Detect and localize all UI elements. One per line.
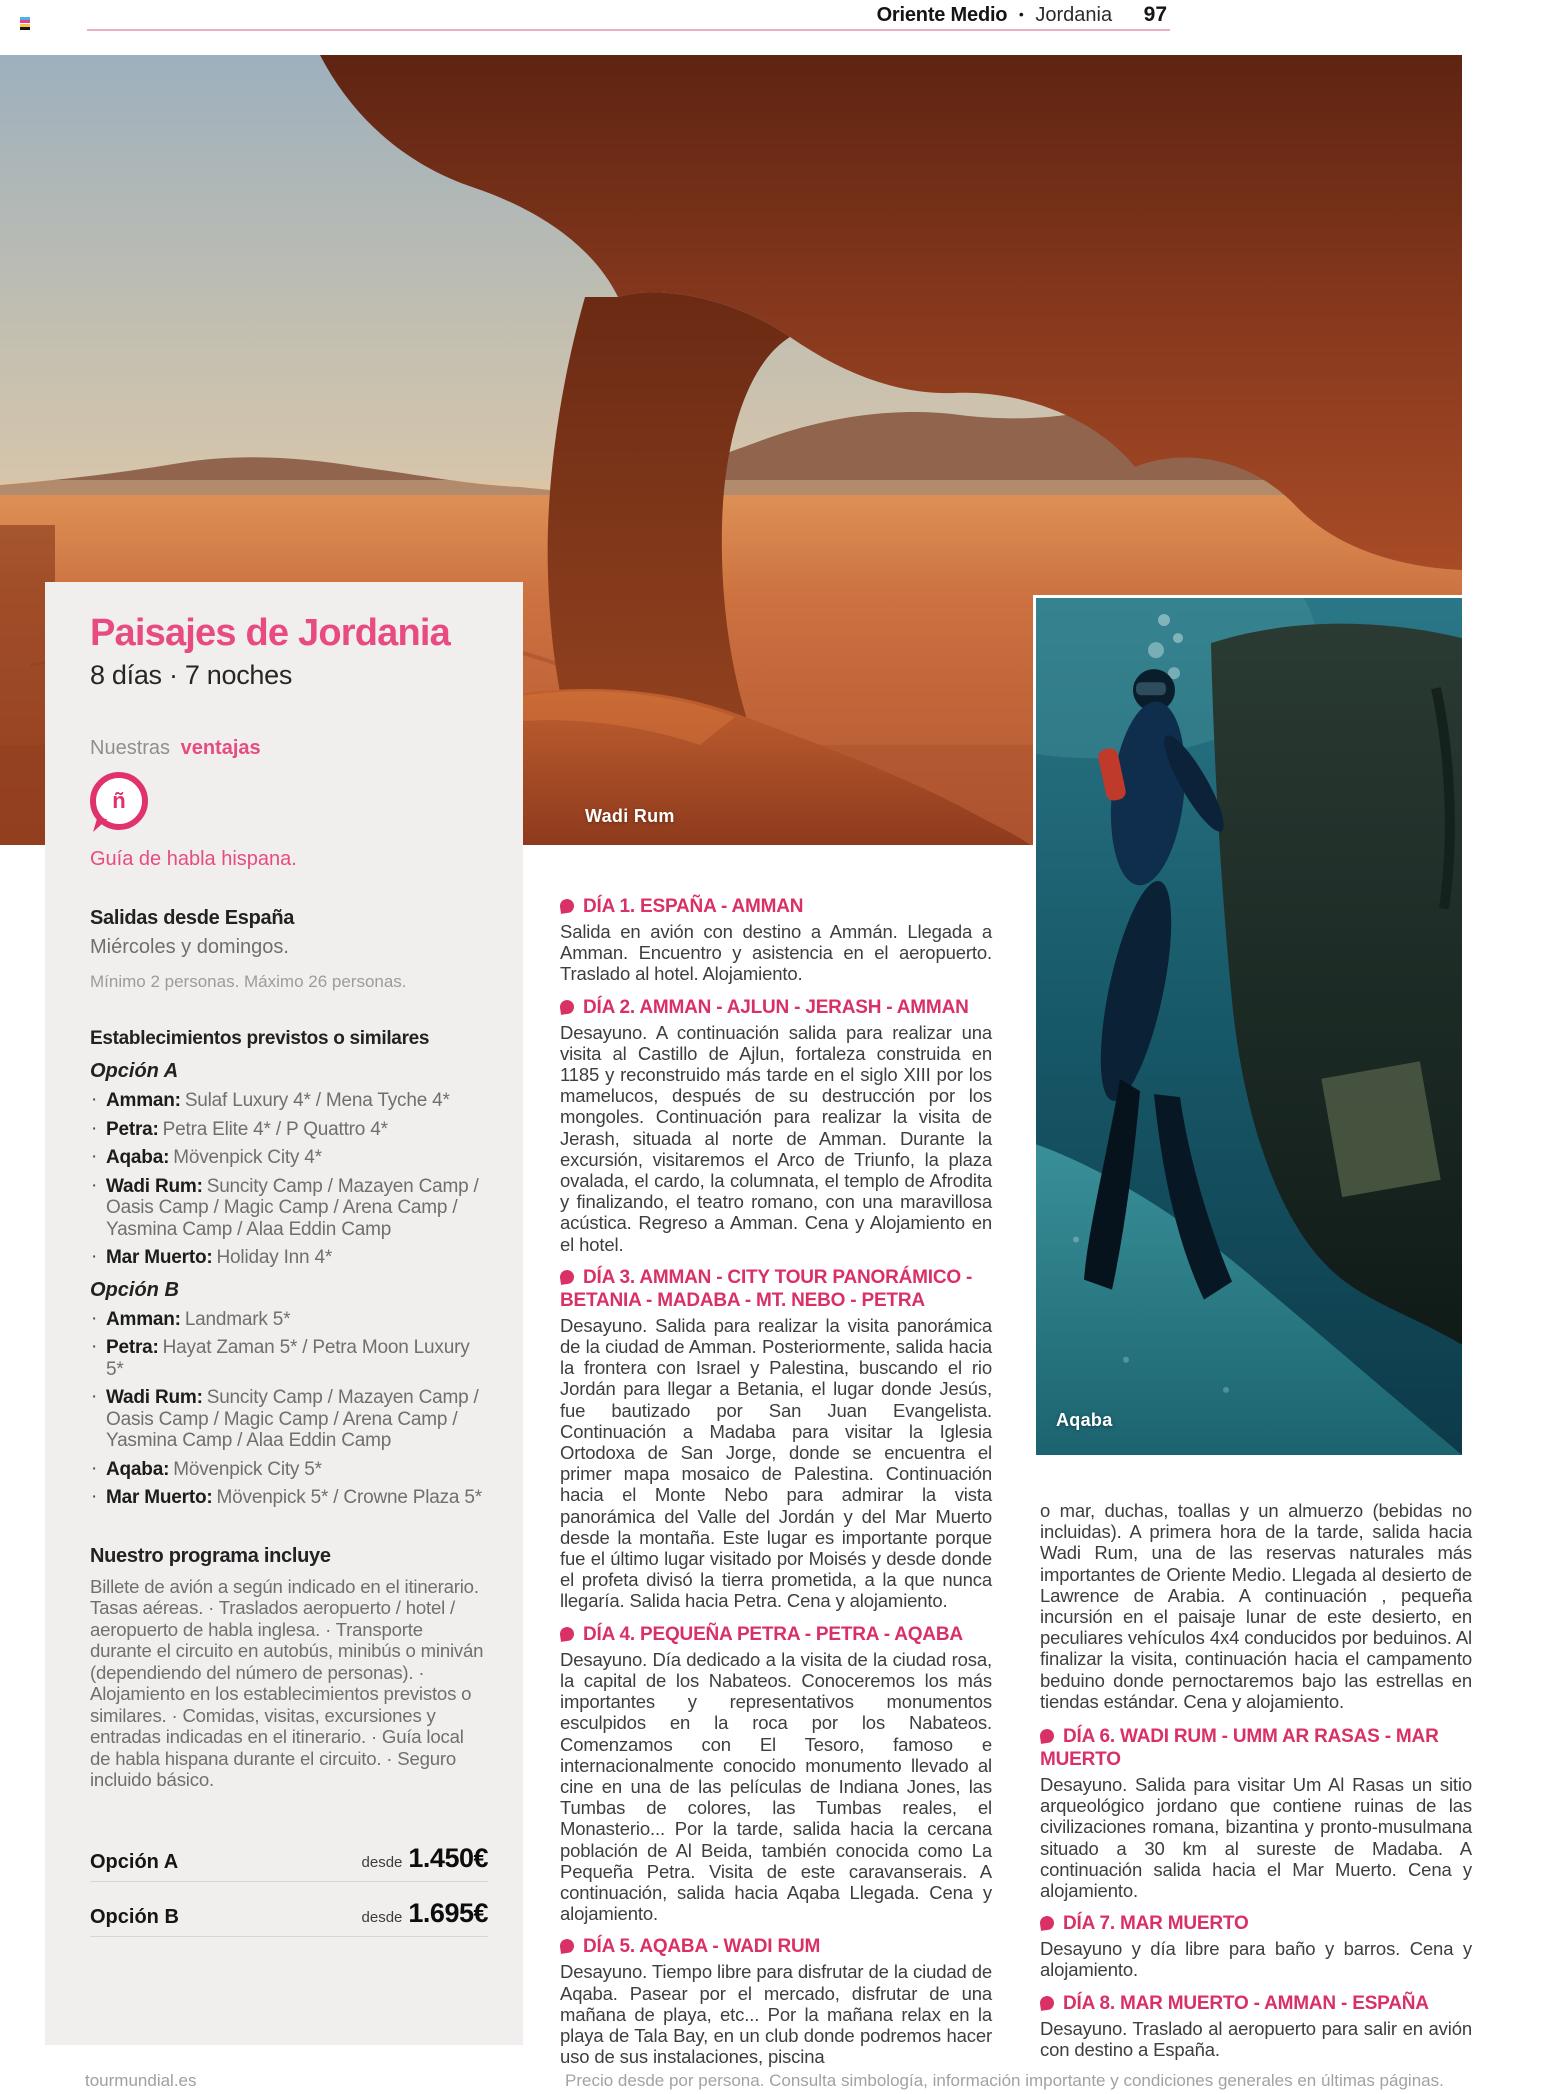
itinerary-day-1 <box>560 895 992 985</box>
advantages-prefix: Nuestras <box>90 737 171 759</box>
spanish-guide-bubble-icon <box>90 772 148 830</box>
day-title: DÍA 1. ESPAÑA - AMMAN <box>583 896 804 917</box>
price-from-label: desde <box>361 1908 403 1926</box>
bullet-glyph: · <box>91 1307 98 1329</box>
hotel-names: Holiday Inn 4* <box>216 1247 333 1268</box>
day-title: DÍA 4. PEQUEÑA PETRA - PETRA - AQABA <box>583 1623 963 1645</box>
hotel-city: Wadi Rum: <box>106 1175 203 1197</box>
hotel-item <box>90 1119 488 1141</box>
bullet-glyph: · <box>91 1336 98 1357</box>
day-title: DÍA 8. MAR MUERTO - AMMAN - ESPAÑA <box>1063 1992 1429 2014</box>
hotel-item <box>90 1147 488 1169</box>
hotel-city: Amman: <box>106 1308 181 1330</box>
departures-note: Mínimo 2 personas. Máximo 26 personas. <box>90 972 407 991</box>
day-heading <box>560 996 992 1019</box>
hotel-item <box>90 1459 488 1481</box>
hotel-city: Aqaba: <box>106 1147 170 1168</box>
hotel-names: Mövenpick City 4* <box>173 1147 322 1168</box>
day-heading <box>1040 1992 1472 2015</box>
establishments-title: Establecimientos previstos o similares <box>90 1028 430 1049</box>
hotel-names: Landmark 5* <box>184 1308 291 1330</box>
day-body: Desayuno y día libre para baño y barros. Cena y alojamiento. <box>1040 1938 1472 1981</box>
option-b-hotel-list <box>90 1309 488 1509</box>
day-marker-icon <box>1039 1995 1055 2011</box>
aqaba-diver-illustration <box>1036 598 1462 1455</box>
hotel-names: Hayat Zaman 5* / Petra Moon Luxury 5* <box>106 1337 470 1380</box>
advantages-line <box>90 737 488 760</box>
day-title: DÍA 3. AMMAN - CITY TOUR PANORÁMICO - BETANIA - MADABA - MT. NEBO - PETRA <box>560 1266 973 1311</box>
enye-letter: ñ <box>112 788 126 813</box>
tour-info-card <box>45 582 523 2045</box>
hotel-item <box>90 1487 488 1509</box>
hotel-item <box>90 1176 488 1241</box>
hotel-city: Petra: <box>106 1118 159 1140</box>
footer-note: Precio desde por persona. Consulta simbología, información importante y condiciones generales en últimas páginas. <box>565 2071 1444 2090</box>
itinerary-day-2 <box>560 996 992 1255</box>
page-number: 97 <box>1143 3 1167 26</box>
hotel-names: Suncity Camp / Mazayen Camp / Oasis Camp / Magic Camp / Arena Camp / Yasmina Camp / Alaa Eddin Camp <box>106 1175 479 1240</box>
day-marker-icon <box>559 999 575 1015</box>
bullet-glyph: · <box>91 1117 98 1139</box>
photo-aqaba-diver <box>1033 595 1462 1455</box>
price-value: 1.450€ <box>408 1842 488 1873</box>
itinerary-day-8 <box>1040 1992 1472 2060</box>
tour-title: Paisajes de Jordania <box>90 612 450 654</box>
guide-note: Guía de habla hispana. <box>90 848 297 870</box>
hotel-city: Wadi Rum: <box>106 1387 203 1408</box>
day-5-continuation: o mar, duchas, toallas y un almuerzo (bebidas no incluidas). A primera hora de la tarde, salida hacia Wadi Rum, una de las reservas naturales más importantes de Oriente Medio. Llegada al desierto de Lawrence de Arabia. A continuación , pequeña incursión en el paisaje lunar de este desierto, en peculiares vehículos 4x4 conducidos por beduinos. Al finalizar la visita, continuación hacia el campamento beduino donde pernoctaremos bajo las estrellas en tiendas estándar. Cena y alojamiento. <box>1040 1500 1472 1712</box>
program-text: Billete de avión a según indicado en el itinerario. Tasas aéreas. · Traslados aeropuerto / hotel / aeropuerto de habla inglesa. · Transporte durante el circuito en autobús, minibús o miniván (dependiendo del número de personas). · Alojamiento en los establecimientos previstos o similares. · Comidas, visitas, excursiones y entradas indicadas en el itinerario. · Guía local de habla hispana durante el circuito. · Seguro incluido básico. <box>90 1575 484 1790</box>
price-row-option-b <box>90 1898 488 1937</box>
price-table <box>90 1843 488 1937</box>
itinerary-day-4 <box>560 1623 992 1925</box>
hotel-names: Suncity Camp / Mazayen Camp / Oasis Camp / Magic Camp / Arena Camp / Yasmina Camp / Alaa Eddin Camp <box>106 1387 479 1451</box>
option-b-label: Opción B <box>90 1278 179 1301</box>
day-heading <box>1040 1725 1472 1771</box>
itinerary-day-3 <box>560 1266 992 1612</box>
day-marker-icon <box>559 1626 575 1642</box>
hotel-item <box>90 1309 488 1331</box>
hotel-city: Amman: <box>106 1090 181 1111</box>
hotel-names: Mövenpick City 5* <box>173 1458 322 1480</box>
day-body: Desayuno. Salida para realizar la visita panorámica de la ciudad de Amman. Posteriormente, salida hacia la frontera con Israel y Palestina, buscando el rio Jordán para llegar a Betania, el lugar donde Jesús, fue bautizado por San Juan Evangelista. Continuación a Madaba para visitar la Iglesia Ortodoxa de San Jorge, donde se encuentra el primer mapa mosaico de Palestina. Continuación hacia el Monte Nebo para admirar la vista panorámica del Valle del Jordán y del Mar Muerto desde la montaña. Este lugar es importante porque fue el último lugar visitado por Moisés y desde donde el profeta divisó la tierra prometida, a la que nunca llegaría. Salida hacia Petra. Cena y alojamiento. <box>560 1314 992 1612</box>
bullet-glyph: · <box>91 1486 98 1507</box>
hotel-names: Petra Elite 4* / P Quattro 4* <box>162 1118 388 1140</box>
day-marker-icon <box>559 1269 575 1285</box>
day-marker-icon <box>1039 1915 1055 1931</box>
day-body: Desayuno. Día dedicado a la visita de la ciudad rosa, la capital de los Nabateos. Conoceremos los más importantes y representativos monumentos esculpidos en la roca por los Nabateos. Comenzamos con El Tesoro, famoso e internacionalmente conocido monumento llevado al cine en una de las películas de Indiana Jones, las Tumbas de colores, las Tumbas reales, el Monasterio... Por la tarde, salida hacia la cercana población de Al Beida, también conocida como La Pequeña Petra. Visita de este caravanserais. A continuación, salida hacia Aqaba Llegada. Cena y alojamiento. <box>560 1648 992 1925</box>
hotel-city: Petra: <box>106 1337 159 1358</box>
bullet-glyph: · <box>91 1174 98 1196</box>
footer-site-link[interactable]: tourmundial.es <box>85 2071 197 2090</box>
photo-label-wadi-rum: Wadi Rum <box>585 806 675 826</box>
day-body: Desayuno. A continuación salida para realizar una visita al Castillo de Ajlun, fortaleza construida en 1185 y reconstruido más tarde en el siglo XIII por los mamelucos, después de su destrucción por los mongoles. Continuación para realizar la visita de Jerash, situada al norte de Amman. Durante la excursión, visitaremos el Arco de Triunfo, la plaza ovalada, el cardo, la columnata, el templo de Afrodita y finalizando, el teatro romano, con una maravillosa acústica. Regreso a Amman. Cena y Alojamiento en el hotel. <box>560 1021 992 1255</box>
itinerary-column-1 <box>560 895 992 2078</box>
day-body: Desayuno. Traslado al aeropuerto para salir en avión con destino a España. <box>1040 2017 1472 2060</box>
header-region: Jordania <box>1035 4 1113 26</box>
hotel-item <box>90 1247 488 1269</box>
tour-duration: 8 días · 7 noches <box>90 660 293 690</box>
day-heading <box>560 1935 992 1958</box>
day-heading <box>560 1623 992 1646</box>
departures-days: Miércoles y domingos. <box>90 936 289 958</box>
header-rule <box>87 29 1170 31</box>
option-a-hotel-list <box>90 1090 488 1269</box>
hotel-city: Mar Muerto: <box>106 1487 213 1508</box>
program-title: Nuestro programa incluye <box>90 1544 331 1567</box>
day-heading <box>560 895 992 918</box>
bullet-glyph: · <box>91 1246 98 1267</box>
departures-title: Salidas desde España <box>90 907 295 929</box>
photo-label-aqaba: Aqaba <box>1056 1410 1113 1430</box>
price-value: 1.695€ <box>408 1897 488 1928</box>
option-a-label: Opción A <box>90 1060 179 1082</box>
day-title: DÍA 7. MAR MUERTO <box>1063 1913 1249 1935</box>
day-body: Desayuno. Salida para visitar Um Al Rasas un sitio arqueológico jordano que contiene ruinas de las civilizaciones romana, bizantina y pronto-musulmana situado a 30 km al sureste de Madaba. A continuación salida hacia el Mar Muerto. Cena y alojamiento. <box>1040 1774 1472 1902</box>
hotel-names: Sulaf Luxury 4* / Mena Tyche 4* <box>184 1090 450 1111</box>
header-separator: • <box>1018 6 1024 22</box>
hotel-item <box>90 1090 488 1112</box>
day-title: DÍA 6. WADI RUM - UMM AR RASAS - MAR MUERTO <box>1040 1726 1439 1771</box>
price-from-label: desde <box>361 1853 403 1871</box>
day-marker-icon <box>1039 1728 1055 1744</box>
price-row-option-a <box>90 1843 488 1882</box>
day-title: DÍA 5. AQABA - WADI RUM <box>583 1936 821 1958</box>
bullet-glyph: · <box>91 1089 98 1110</box>
day-marker-icon <box>559 1938 575 1954</box>
hotel-item <box>90 1387 488 1452</box>
hotel-city: Mar Muerto: <box>106 1247 213 1268</box>
bullet-glyph: · <box>91 1386 98 1407</box>
price-option-label: Opción B <box>90 1905 179 1928</box>
itinerary-column-2 <box>1040 1500 1472 2071</box>
itinerary-day-6 <box>1040 1725 1472 1901</box>
itinerary-day-5 <box>560 1935 992 2067</box>
page-header <box>0 3 1167 27</box>
day-heading <box>1040 1912 1472 1935</box>
hotel-city: Aqaba: <box>106 1458 170 1480</box>
day-heading <box>560 1266 992 1312</box>
day-marker-icon <box>559 898 575 914</box>
header-section: Oriente Medio <box>876 4 1008 26</box>
hotel-item <box>90 1337 488 1380</box>
price-option-label: Opción A <box>90 1850 179 1873</box>
bullet-glyph: · <box>91 1146 98 1167</box>
bullet-glyph: · <box>91 1457 98 1479</box>
day-body: Desayuno. Tiempo libre para disfrutar de la ciudad de Aqaba. Pasear por el mercado, disfrutar de una mañana de playa, etc... Por la mañana relax en la playa de Tala Bay, en un club donde podremos hacer uso de sus instalaciones, piscina <box>560 1961 992 2068</box>
day-body: Salida en avión con destino a Ammán. Llegada a Amman. Encuentro y asistencia en el aeropuerto. Traslado al hotel. Alojamiento. <box>560 921 992 985</box>
itinerary-day-7 <box>1040 1912 1472 1980</box>
day-title: DÍA 2. AMMAN - AJLUN - JERASH - AMMAN <box>583 996 969 1018</box>
hotel-names: Mövenpick 5* / Crowne Plaza 5* <box>216 1487 482 1508</box>
advantages-word: ventajas <box>180 737 261 759</box>
